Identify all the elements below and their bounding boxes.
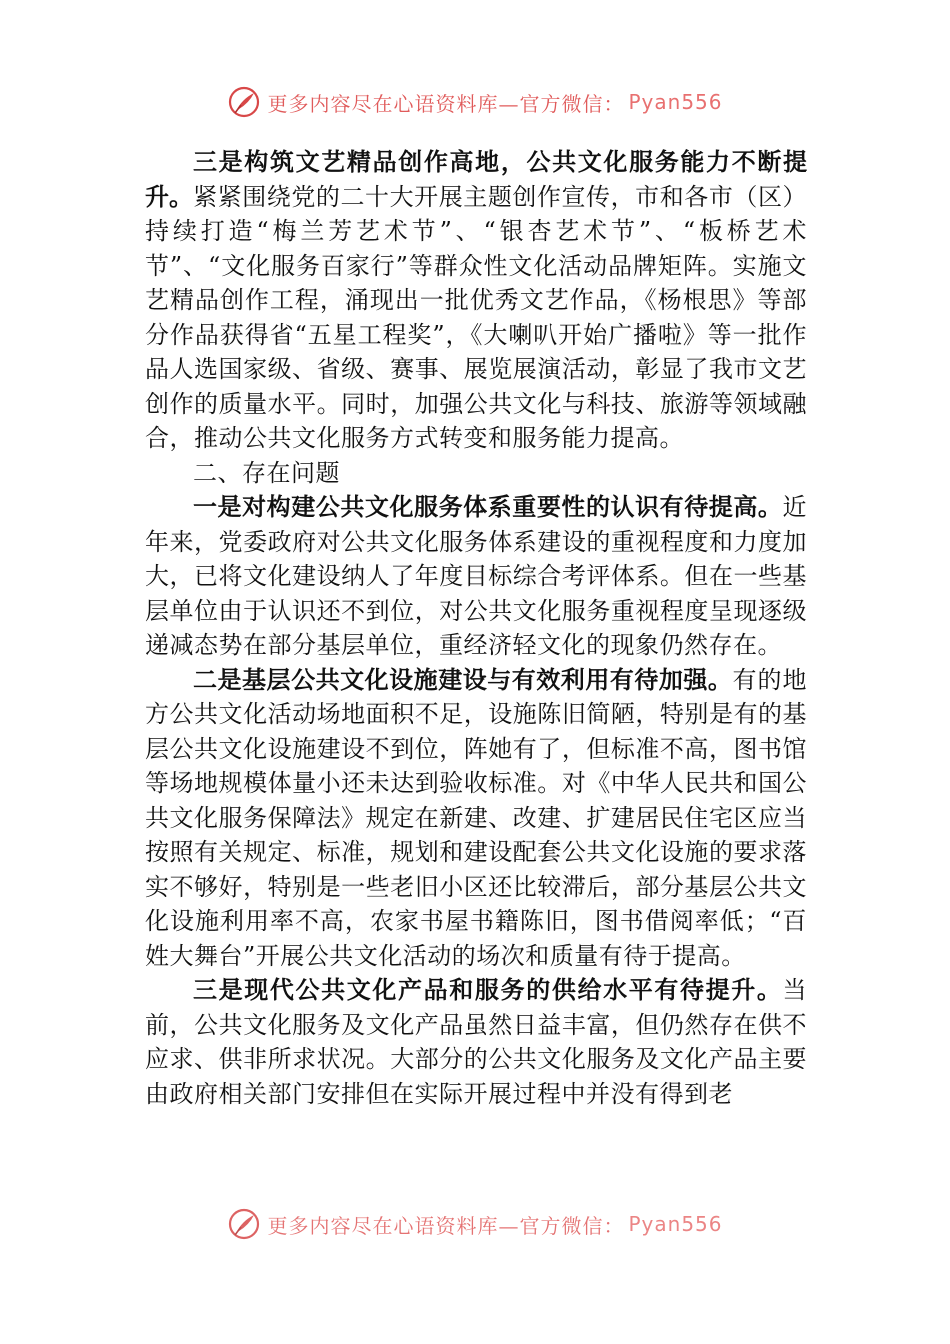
watermark-banner-bottom	[0, 1204, 950, 1244]
paragraph-1-bold: 三是构筑文艺精品创作高地，公共文化服务能力不断提升。	[145, 148, 807, 211]
article-body	[145, 145, 807, 1111]
section-heading	[145, 456, 807, 491]
paragraph-2-bold: 一是对构建公共文化服务体系重要性的认识有待提高。	[193, 493, 783, 521]
paragraph-3	[145, 663, 807, 974]
paragraph-2	[145, 490, 807, 663]
section-heading-text: 二、存在问题	[193, 458, 340, 487]
watermark-banner-top	[0, 82, 950, 122]
quill-logo-icon	[227, 1207, 261, 1241]
paragraph-3-text: 有的地方公共文化活动场地面积不足，设施陈旧简陋，特别是有的基层公共文化设施建设不到位，阵她有了，但标准不高，图书馆等场地规模体量小还未达到验收标准。对《中华人民共和国公共文化服务保障法》规定在新建、改建、扩建居民住宅区应当按照有关规定、标准，规划和建设配套公共文化设施的要求落实不够好，特别是一些老旧小区还比较滞后，部分基层公共文化设施利用率不高，农家书屋书籍陈旧，图书借阅率低；“百姓大舞台”开展公共文化活动的场次和质量有待于提高。	[145, 665, 808, 970]
watermark-text: 更多内容尽在心语资料库—官方微信：	[267, 1213, 625, 1238]
paragraph-4-bold: 三是现代公共文化产品和服务的供给水平有待提升。	[193, 976, 783, 1004]
quill-logo-icon	[227, 85, 261, 119]
watermark-wechat-id: Pyan556	[628, 90, 723, 114]
watermark-text: 更多内容尽在心语资料库—官方微信：	[267, 91, 625, 116]
paragraph-4	[145, 973, 807, 1111]
paragraph-2-text: 近年来，党委政府对公共文化服务体系建设的重视程度和力度加大，已将文化建设纳人了年度目标综合考评体系。但在一些基层单位由于认识还不到位，对公共文化服务重视程度呈现逐级递减态势在部分基层单位，重经济轻文化的现象仍然存在。	[145, 493, 807, 659]
paragraph-3-bold: 二是基层公共文化设施建设与有效利用有待加强。	[193, 665, 733, 694]
paragraph-1-text: 紧紧围绕党的二十大开展主题创作宣传，市和各市（区）持续打造“梅兰芳艺术节”、“银杏艺术节”、“板桥艺术节”、“文化服务百家行”等群众性文化活动品牌矩阵。实施文艺精品创作工程，涌现出一批优秀文艺作品，《杨根思》等部分作品获得省“五星工程奖”，《大喇叭开始广播啦》等一批作品人选国家级、省级、赛事、展览展演活动，彰显了我市文艺创作的质量水平。同时，加强公共文化与科技、旅游等领域融合，推动公共文化服务方式转变和服务能力提高。	[145, 182, 808, 452]
paragraph-1	[145, 145, 807, 456]
watermark-wechat-id: Pyan556	[628, 1212, 723, 1236]
paragraph-4-text: 当前，公共文化服务及文化产品虽然日益丰富，但仍然存在供不应求、供非所求状况。大部分的公共文化服务及文化产品主要由政府相关部门安排但在实际开展过程中并没有得到老	[145, 976, 807, 1108]
